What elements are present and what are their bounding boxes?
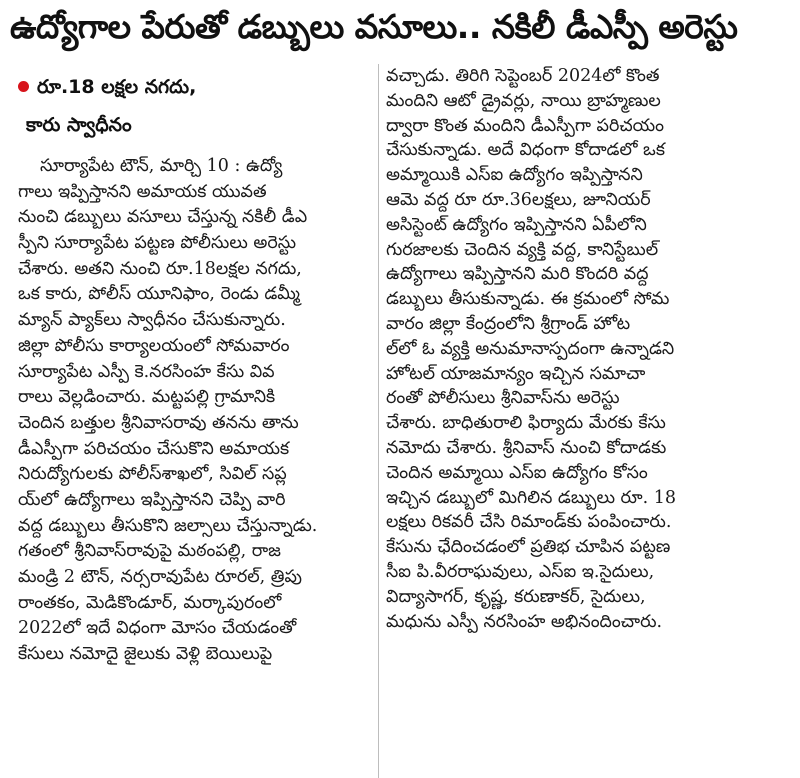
article-line: ఉద్యోగాలు ఇప్పిస్తానని మరి కొందరి వద్ద bbox=[386, 264, 649, 285]
article-line: య్‌లో ఉద్యోగాలు ఇప్పిస్తానని చెప్పి వారి bbox=[18, 489, 286, 510]
article-line: చెందిన అమ్మాయి ఎస్ఐ ఉద్యోగం కోసం bbox=[386, 462, 648, 483]
article-line: నమోదు చేశారు. శ్రీనివాస్ నుంచి కోదాడకు bbox=[386, 437, 667, 458]
article-line: డబ్బులు తీసుకున్నాడు. ఈ క్రమంలో సోమ bbox=[386, 289, 670, 310]
highlight-text: రూ.18 లక్షల నగదు, bbox=[37, 76, 197, 98]
article-line: వారం జిల్లా కేంద్రంలోని శ్రీగ్రాండ్ హోట bbox=[386, 313, 631, 334]
article-line: చెందిన బత్తుల శ్రీనివాసరావు తనను తాను bbox=[18, 412, 299, 433]
article-line: వద్ద డబ్బులు తీసుకొని జల్సాలు చేస్తున్నాడు. bbox=[18, 515, 318, 536]
article-column-right bbox=[386, 64, 786, 778]
article-line: చేశారు. అతని నుంచి రూ.18లక్షల నగదు, bbox=[18, 258, 302, 279]
article-line: కేసులు నమోదై జైలుకు వెళ్లి బెయిలుపై bbox=[18, 644, 273, 665]
article-line: జిల్లా పోలీసు కార్యాలయంలో సోమవారం bbox=[18, 335, 290, 356]
article-line: గాలు ఇప్పిస్తానని అమాయక యువత bbox=[18, 181, 267, 202]
headline: ఉద్యోగాల పేరుతో డబ్బులు వసూలు.. నకిలీ డీఎస్పీ అరెస్టు bbox=[10, 7, 738, 46]
article-line: హోటల్ యాజమాన్యం ఇచ్చిన సమాచా bbox=[386, 363, 646, 384]
article-line: కేసును ఛేదించడంలో ప్రతిభ చూపిన పట్టణ bbox=[386, 537, 671, 558]
article-line: గురజాలకు చెందిన వ్యక్తి వద్ద, కానిస్టేబుల్ bbox=[386, 239, 659, 260]
article-line: గతంలో శ్రీనివాస్‌రావుపై మఠంపల్లి, రాజ bbox=[18, 541, 281, 562]
article-line: సూర్యాపేట టౌన్, మార్చి 10 : ఉద్యో bbox=[40, 156, 283, 176]
article-line: మందిని ఆటో డ్రైవర్లు, నాయి బ్రాహ్మణుల bbox=[386, 90, 661, 111]
article-line: రంతో పోలీసులు శ్రీనివాస్‌ను అరెస్టు bbox=[386, 388, 620, 409]
article-line: సీఐ పి.వీరరాఘవులు, ఎస్ఐ ఇ.సైదులు, bbox=[386, 561, 655, 582]
red-bullet-icon bbox=[18, 81, 29, 92]
article-line: రాలు వెల్లడించారు. మట్టపల్లి గ్రామానికి bbox=[18, 387, 276, 408]
highlights bbox=[18, 68, 370, 144]
article-line: నిరుద్యోగులకు పోలీస్‌శాఖలో, సివిల్ సప్ల bbox=[18, 464, 287, 485]
article-line: రాంతకం, మెడికొండూర్, మర్కాపురంలో bbox=[18, 592, 282, 613]
article-line: చేశారు. బాధితురాలి ఫిర్యాదు మేరకు కేసు bbox=[386, 413, 666, 434]
article-body-right bbox=[386, 64, 786, 634]
highlight-text: కారు స్వాధీనం bbox=[26, 114, 132, 136]
highlight-item bbox=[18, 68, 370, 106]
article-line: ఆమె వద్ద రూ రూ.36లక్షలు, జూనియర్ bbox=[386, 189, 651, 210]
article-line: అమ్మాయికి ఎస్ఐ ఉద్యోగం ఇప్పిస్తానని bbox=[386, 165, 643, 186]
article-line: మధును ఎస్పీ నరసింహ అభినందించారు. bbox=[386, 611, 663, 632]
article-body-left bbox=[18, 154, 370, 668]
article-line: సూర్యాపేట ఎస్పీ కె.నరసింహ కేసు వివ bbox=[18, 361, 275, 382]
article-line: ఇచ్చిన డబ్బులో మిగిలిన డబ్బులు రూ. 18 bbox=[386, 487, 677, 508]
article-line: 2022లో ఇదే విధంగా మోసం చేయడంతో bbox=[18, 618, 297, 639]
article-line: మండ్రి 2 టౌన్, నర్సరావుపేట రూరల్, త్రిపు bbox=[18, 567, 302, 587]
article-line: విద్యాసాగర్, కృష్ణ, కరుణాకర్, సైదులు, bbox=[386, 586, 646, 607]
article-line: లక్షలు రికవరీ చేసి రిమాండ్‌కు పంపించారు. bbox=[386, 512, 672, 533]
article-line: ల్‌లో ఓ వ్యక్తి అనుమానాస్పదంగా ఉన్నాడని bbox=[386, 338, 675, 359]
article-column-left bbox=[18, 64, 370, 778]
article-line: ద్వారా కొంత మందిని డీఎస్పీగా పరిచయం bbox=[386, 115, 665, 136]
article-line: ఒక కారు, పోలీస్ యూనిఫాం, రెండు డమ్మీ bbox=[18, 284, 300, 305]
article-line: అసిస్టెంట్ ఉద్యోగం ఇప్పిస్తానని ఏపీలోని bbox=[386, 214, 647, 235]
column-divider bbox=[378, 64, 379, 778]
article-line: వచ్చాడు. తిరిగి సెప్టెంబర్ 2024లో కొంత bbox=[386, 66, 660, 86]
article-line: స్పీని సూర్యాపేట పట్టణ పోలీసులు అరెస్టు bbox=[18, 233, 297, 254]
article-line: చేసుకున్నాడు. అదే విధంగా కోదాడలో ఒక bbox=[386, 140, 665, 161]
article-line: నుంచి డబ్బులు వసూలు చేస్తున్న నకిలీ డీఎ bbox=[18, 207, 308, 228]
article-line: మ్యాన్ ప్యాక్‌లు స్వాధీనం చేసుకున్నారు. bbox=[18, 310, 286, 331]
highlight-item bbox=[18, 106, 370, 144]
article-line: డీఎస్పీగా పరిచయం చేసుకొని అమాయక bbox=[18, 438, 290, 459]
